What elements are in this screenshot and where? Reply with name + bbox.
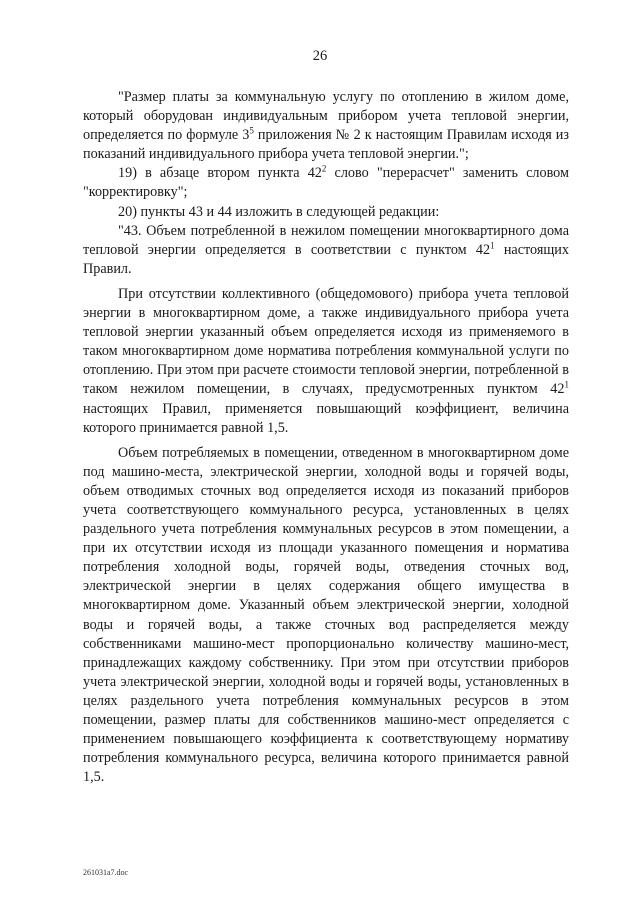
page-number: 26 [312, 48, 328, 64]
superscript: 5 [249, 125, 254, 136]
paragraph-text: "Размер платы за коммунальную услугу по отоплению в жилом доме, который оборудован индивидуальным прибором учета тепловой энергии, определяется по формуле 3 [83, 89, 569, 144]
paragraph-2 [83, 164, 569, 202]
paragraph-4 [83, 222, 569, 279]
paragraph-3 [83, 203, 569, 222]
superscript: 1 [564, 379, 569, 390]
paragraph-text: При отсутствии коллективного (общедомового) прибора учета тепловой энергии в многоквартирном доме, а также индивидуального прибора учета тепловой энергии указанный объем определяется исходя из применяемого в таком многоквартирном доме норматива потребления коммунальной услуги по отоплению. При этом при расчете стоимости тепловой энергии, потребленной в таком нежилом помещении, в случаях, предусмотренных пунктом 42 [83, 285, 569, 398]
footer-document-code: 261031a7.doc [83, 868, 129, 877]
paragraph-5 [83, 285, 569, 438]
paragraph-1 [83, 88, 569, 164]
paragraph-text: Объем потребляемых в помещении, отведенном в многоквартирном доме под машино-места, электрической энергии, холодной воды и горячей воды, объем отводимых сточных вод определяется исходя из показаний приборов учета соответствующего коммунального ресурса, установленных в целях раздельного учета потребления коммунальных ресурсов в этом помещении, а при их отсутствии исходя из площади указанного помещения и норматива потребления холодной воды, горячей воды, отведения сточных вод, электрической энергии в целях содержания общего имущества в многоквартирном доме. Указанный объем электрической энергии, холодной воды и горячей воды, а также сточных вод распределяется между собственниками машино-мест пропорционально количеству машино-мест, принадлежащих каждому собственнику. При этом при отсутствии приборов учета электрической энергии, холодной воды и горячей воды, установленных в целях раздельного учета потребления коммунальных ресурсов в этом помещении, размер платы для собственников машино-мест определяется с применением повышающего коэффициента к соответствующему нормативу потребления коммунального ресурса, величина которого принимается равной 1,5. [83, 444, 569, 786]
superscript: 2 [321, 163, 327, 174]
paragraph-text: настоящих Правил. [83, 241, 569, 277]
paragraph-text: 20) пункты 43 и 44 изложить в следующей редакции: [118, 203, 440, 220]
paragraph-text: 19) в абзаце втором пункта 42 [118, 165, 322, 182]
superscript: 1 [490, 240, 495, 251]
paragraph-text: слово "перерасчет" заменить словом "корректировку"; [83, 165, 569, 201]
paragraph-text: "43. Объем потребленной в нежилом помещении многоквартирного дома тепловой энергии определяется в соответствии с пунктом 42 [83, 222, 569, 258]
paragraph-text: приложения № 2 к настоящим Правилам исходя из показаний индивидуального прибора учета тепловой энергии."; [83, 127, 569, 163]
paragraph-6 [83, 444, 569, 788]
paragraph-text: настоящих Правил, применяется повышающий коэффициент, величина которого принимается равной 1,5. [83, 400, 569, 436]
document-body [83, 88, 569, 787]
